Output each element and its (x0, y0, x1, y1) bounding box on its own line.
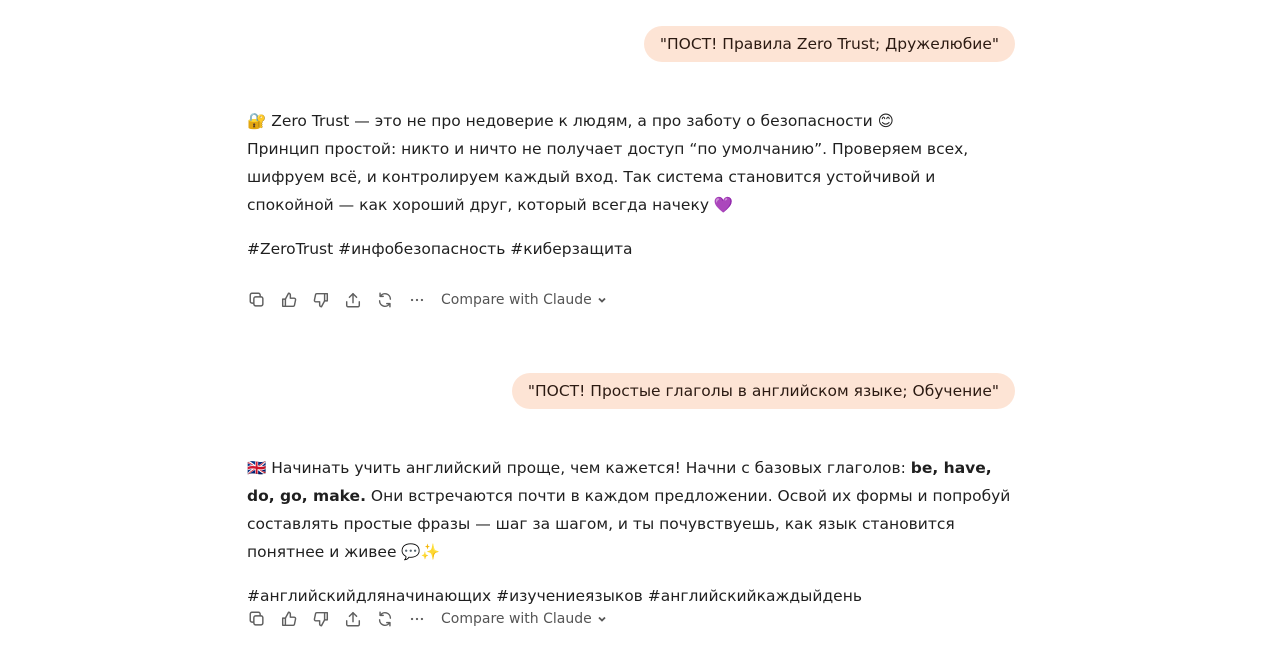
chevron-down-icon (596, 613, 608, 625)
message-actions-bar (247, 607, 608, 631)
share-icon (344, 610, 362, 628)
thumbs-up-icon (280, 610, 298, 628)
share-icon (344, 291, 362, 309)
compare-with-claude-button[interactable] (441, 611, 608, 627)
copy-icon (248, 291, 266, 309)
regenerate-button[interactable] (375, 290, 395, 310)
assistant-text-intro: 🇬🇧 Начинать учить английский проще, чем кажется! Начни с базовых глаголов: (247, 459, 911, 477)
assistant-message (247, 107, 1027, 263)
thumbs-down-button[interactable] (311, 290, 331, 310)
assistant-text-bold-verbs: be, have, do, go, make. (247, 459, 992, 505)
thumbs-up-button[interactable] (279, 290, 299, 310)
user-message-bubble: "ПОСТ! Правила Zero Trust; Дружелюбие" (644, 26, 1015, 62)
chevron-down-icon (596, 294, 608, 306)
thumbs-up-button[interactable] (279, 609, 299, 629)
user-message-row (247, 26, 1015, 62)
more-icon (408, 291, 426, 309)
copy-button[interactable] (247, 290, 267, 310)
assistant-text-line: 🔐 Zero Trust — это не про недоверие к людям, а про заботу о безопасности 😊 (247, 112, 894, 130)
regenerate-button[interactable] (375, 609, 395, 629)
thumbs-up-icon (280, 291, 298, 309)
assistant-text-paragraph (247, 454, 1017, 566)
regenerate-icon (376, 610, 394, 628)
compare-label: Compare with Claude (441, 611, 592, 627)
assistant-message (247, 454, 1027, 610)
assistant-hashtags: #английскийдляначинающих #изучениеязыков #английскийкаждыйдень (247, 587, 862, 605)
assistant-text-rest: Они встречаются почти в каждом предложении. Освой их формы и попробуй составлять простые фразы — шаг за шагом, и ты почувствуешь, как язык становится понятнее и живее 💬✨ (247, 487, 1011, 561)
share-button[interactable] (343, 609, 363, 629)
more-options-button[interactable] (407, 609, 427, 629)
user-message-bubble: "ПОСТ! Простые глаголы в английском языке; Обучение" (512, 373, 1015, 409)
message-actions-bar (247, 288, 608, 312)
more-icon (408, 610, 426, 628)
thumbs-down-icon (312, 610, 330, 628)
copy-icon (248, 610, 266, 628)
share-button[interactable] (343, 290, 363, 310)
thumbs-down-button[interactable] (311, 609, 331, 629)
regenerate-icon (376, 291, 394, 309)
assistant-hashtags: #ZeroTrust #инфобезопасность #киберзащита (247, 240, 633, 258)
compare-label: Compare with Claude (441, 292, 592, 308)
compare-with-claude-button[interactable] (441, 292, 608, 308)
user-message-row (247, 373, 1015, 409)
copy-button[interactable] (247, 609, 267, 629)
more-options-button[interactable] (407, 290, 427, 310)
thumbs-down-icon (312, 291, 330, 309)
assistant-text-paragraph: Принцип простой: никто и ничто не получает доступ “по умолчанию”. Проверяем всех, шифруем всё, и контролируем каждый вход. Так система становится устойчивой и спокойной — как хороший друг, который всегда начеку 💜 (247, 140, 969, 214)
